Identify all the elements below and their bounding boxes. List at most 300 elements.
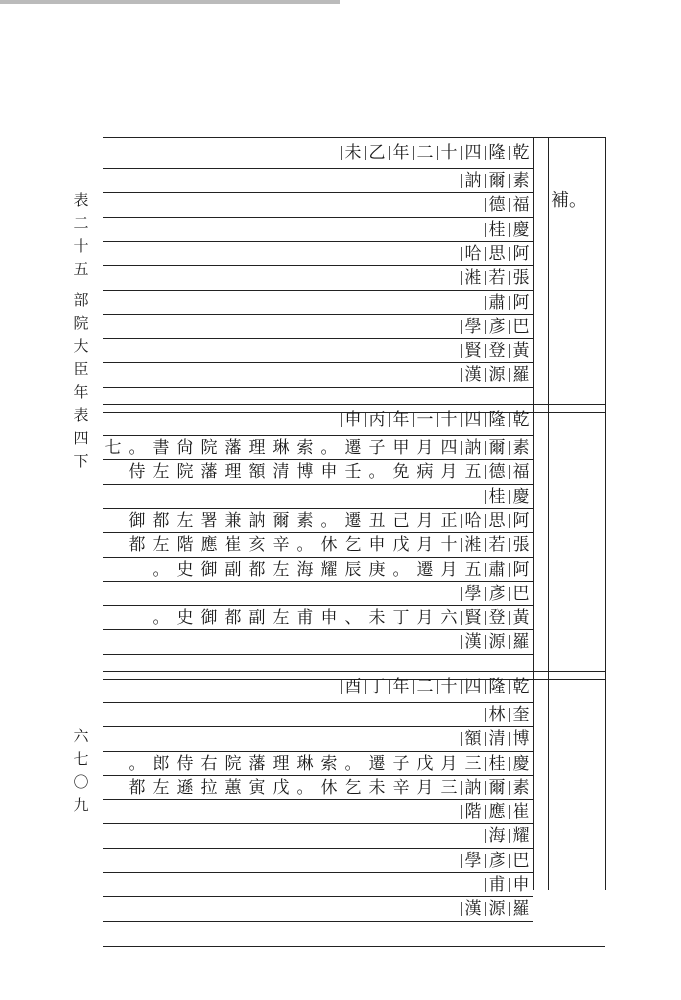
- char: 巴: [512, 851, 530, 871]
- char-separator: [341, 413, 342, 427]
- char: 辛: [392, 778, 410, 798]
- char: 拉: [200, 778, 218, 798]
- char-separator: [485, 465, 486, 479]
- char-separator: [437, 146, 438, 160]
- section-bottom-rule: [103, 946, 605, 947]
- char: 十: [440, 677, 458, 697]
- char-separator: [509, 902, 510, 916]
- char-separator: [461, 174, 462, 188]
- row-rule: [103, 338, 533, 339]
- char: 月: [416, 778, 434, 798]
- char: 漢: [464, 899, 482, 919]
- char: 院: [176, 462, 194, 482]
- char-separator: [461, 680, 462, 694]
- char: 海: [488, 826, 506, 846]
- row-rule: [103, 726, 533, 727]
- char: 辰: [344, 560, 362, 580]
- char: 彥: [488, 584, 506, 604]
- char-separator: [341, 146, 342, 160]
- char-separator: [485, 271, 486, 285]
- document-page: 表 二 十 五 部 院 大 臣 年 表 四 下 六 七 〇 九 乾 隆 四 十 二 年 乙 未 素 爾 訥 福 德 慶 桂 阿 思 哈 張 若 溎 阿 肅 巴 彥 學 黃 登 賢 羅 源 漢 乾 隆 四 十 一 年 丙 申 素 爾 訥 四 月 甲 子 遷 。 索 琳 理 藩 院 尙 書 。 七 福 德 五 月 病 免 。 壬 申 博 清 額 理 藩 院 左 侍 慶 桂 阿 思 哈 正 月 己 丑 遷 。 素 爾 訥 兼 署 左 都 御 張 若 溎 十 月 戊 申 乞 休 。 辛 亥 崔 應 階 左 都 阿 肅 五 月 遷 。 庚 辰 耀 海 左 都 副 御 史 。 巴 彥 學 黃 登 賢 六 月 丁 未 、 申 甫 左 副 都 御 史 。 羅 源 漢 乾 隆 四 十 二 年 丁 酉 奎 林 博 清 額 慶 桂 三 月 戊 子 遷 。 索 琳 理 藩 院 右 侍 郎 。 素 爾 訥 三 月 辛 未 乞 休 。 戊 寅 蕙 拉 遜 左 都 崔 應 階 耀 海 巴 彥 學 申 甫 羅 源 漢 補。: [0, 0, 681, 1000]
- char: 左: [272, 560, 290, 580]
- char: 羅: [512, 899, 530, 919]
- char-separator: [461, 587, 462, 601]
- char: 階: [176, 535, 194, 555]
- char: 海: [296, 560, 314, 580]
- char-separator: [485, 805, 486, 819]
- char: 年: [392, 677, 410, 697]
- char-separator: [509, 563, 510, 577]
- char: 十: [440, 535, 458, 555]
- char: 崔: [224, 535, 242, 555]
- row-rule: [103, 508, 533, 509]
- char-separator: [485, 854, 486, 868]
- char: 若: [488, 535, 506, 555]
- char: 休: [320, 535, 338, 555]
- char: 訥: [464, 438, 482, 458]
- char: 理: [248, 438, 266, 458]
- char-separator: [413, 680, 414, 694]
- table-row: [0, 706, 681, 724]
- char: 遷: [344, 438, 362, 458]
- char: 。: [392, 560, 410, 580]
- row-rule: [103, 532, 533, 533]
- char-separator: [461, 514, 462, 528]
- table-row: [0, 609, 681, 627]
- char-separator: [485, 757, 486, 771]
- char: 。: [368, 462, 386, 482]
- char-separator: [413, 413, 414, 427]
- char: 年: [392, 410, 410, 430]
- char: 乞: [344, 535, 362, 555]
- char: 藩: [224, 438, 242, 458]
- char: 月: [440, 462, 458, 482]
- char: 己: [392, 511, 410, 531]
- char: 漢: [464, 632, 482, 652]
- char: 月: [416, 438, 434, 458]
- row-rule: [103, 362, 533, 363]
- char: 博: [512, 729, 530, 749]
- table-row: [0, 779, 681, 797]
- char: 左: [272, 608, 290, 628]
- char-separator: [485, 247, 486, 261]
- char-separator: [485, 708, 486, 722]
- char-separator: [509, 490, 510, 504]
- char: 張: [512, 268, 530, 288]
- char: 索: [320, 754, 338, 774]
- char-separator: [509, 174, 510, 188]
- char: 。: [296, 535, 314, 555]
- char: 戊: [272, 778, 290, 798]
- char: 琳: [296, 754, 314, 774]
- char-separator: [485, 587, 486, 601]
- row-rule: [103, 435, 533, 436]
- table-row: [0, 318, 681, 336]
- char: 登: [488, 608, 506, 628]
- char: 月: [440, 754, 458, 774]
- char: 爾: [272, 511, 290, 531]
- char-separator: [389, 680, 390, 694]
- char-separator: [461, 805, 462, 819]
- char: 休: [320, 778, 338, 798]
- char: 額: [248, 462, 266, 482]
- char: 庚: [368, 560, 386, 580]
- char: 月: [416, 511, 434, 531]
- char-separator: [485, 490, 486, 504]
- char: 史: [176, 560, 194, 580]
- char: 乙: [368, 143, 386, 163]
- char: 院: [224, 754, 242, 774]
- char-separator: [365, 413, 366, 427]
- char-separator: [461, 146, 462, 160]
- char: 尙: [176, 438, 194, 458]
- char-separator: [413, 146, 414, 160]
- char: 額: [464, 729, 482, 749]
- char: 免: [392, 462, 410, 482]
- char-separator: [437, 680, 438, 694]
- char-separator: [509, 465, 510, 479]
- char-separator: [461, 368, 462, 382]
- char: 未: [368, 608, 386, 628]
- table-row: [0, 827, 681, 845]
- char: 阿: [512, 511, 530, 531]
- char: 。: [296, 778, 314, 798]
- char-separator: [509, 271, 510, 285]
- section-top-rule: [103, 137, 605, 138]
- char: 清: [488, 729, 506, 749]
- section-top-rule: [103, 671, 605, 672]
- char: 戊: [416, 754, 434, 774]
- char: 遜: [176, 778, 194, 798]
- char: 副: [224, 560, 242, 580]
- row-rule: [103, 799, 533, 800]
- char-separator: [485, 902, 486, 916]
- table-row: [0, 245, 681, 263]
- table-row: [0, 342, 681, 360]
- row-rule: [103, 484, 533, 485]
- char: 御: [200, 560, 218, 580]
- row-rule: [103, 629, 533, 630]
- char-separator: [509, 805, 510, 819]
- char-separator: [461, 247, 462, 261]
- char: 。: [344, 754, 362, 774]
- char: 四: [464, 677, 482, 697]
- char: 漢: [464, 365, 482, 385]
- char: 素: [296, 511, 314, 531]
- table-row: [0, 876, 681, 894]
- char: 應: [488, 802, 506, 822]
- char-separator: [485, 296, 486, 310]
- char-separator: [461, 854, 462, 868]
- char-separator: [509, 441, 510, 455]
- char: 書: [152, 438, 170, 458]
- table-row: [0, 269, 681, 287]
- table-row: [0, 536, 681, 554]
- char: 思: [488, 511, 506, 531]
- char: 林: [488, 705, 506, 725]
- row-rule: [103, 290, 533, 291]
- char: 桂: [488, 754, 506, 774]
- char: 爾: [488, 171, 506, 191]
- char: 阿: [512, 293, 530, 313]
- char-separator: [509, 680, 510, 694]
- char: 源: [488, 632, 506, 652]
- char: 遷: [416, 560, 434, 580]
- char-separator: [485, 514, 486, 528]
- year-header: [0, 144, 681, 162]
- scan-edge: [0, 0, 340, 4]
- char: 都: [248, 560, 266, 580]
- char: 崔: [512, 802, 530, 822]
- char-separator: [485, 563, 486, 577]
- char: 理: [224, 462, 242, 482]
- char: 爾: [488, 438, 506, 458]
- table-row: [0, 366, 681, 384]
- row-rule: [103, 702, 533, 703]
- char-separator: [485, 441, 486, 455]
- char: 二: [416, 677, 434, 697]
- char: 壬: [344, 462, 362, 482]
- table-row: [0, 488, 681, 506]
- char: 甫: [296, 608, 314, 628]
- char-separator: [485, 538, 486, 552]
- char-separator: [461, 271, 462, 285]
- row-rule: [103, 751, 533, 752]
- char: 侍: [176, 754, 194, 774]
- char: 史: [176, 608, 194, 628]
- char: 賢: [464, 341, 482, 361]
- char-separator: [461, 320, 462, 334]
- char: 十: [440, 143, 458, 163]
- char: 、: [344, 608, 362, 628]
- char: 遷: [368, 754, 386, 774]
- char-separator: [509, 611, 510, 625]
- char-separator: [485, 344, 486, 358]
- table-row: [0, 463, 681, 481]
- char-separator: [485, 680, 486, 694]
- char: 賢: [464, 608, 482, 628]
- char: 甫: [488, 875, 506, 895]
- char: 藩: [200, 462, 218, 482]
- char: 五: [464, 560, 482, 580]
- column-rule-edge: [605, 137, 606, 890]
- row-rule: [103, 241, 533, 242]
- char-separator: [461, 611, 462, 625]
- table-row: [0, 730, 681, 748]
- char: 。: [128, 754, 146, 774]
- char: 郎: [152, 754, 170, 774]
- char: 耀: [512, 826, 530, 846]
- char: 慶: [512, 754, 530, 774]
- char-separator: [389, 146, 390, 160]
- char-separator: [485, 781, 486, 795]
- row-rule: [103, 459, 533, 460]
- char: 。: [128, 438, 146, 458]
- char-separator: [461, 732, 462, 746]
- row-rule: [103, 314, 533, 315]
- char-separator: [485, 611, 486, 625]
- char: 學: [464, 584, 482, 604]
- char: 思: [488, 244, 506, 264]
- table-row: [0, 633, 681, 651]
- char: 四: [440, 438, 458, 458]
- char: 申: [512, 875, 530, 895]
- char: 素: [512, 778, 530, 798]
- char: 羅: [512, 632, 530, 652]
- char: 阿: [512, 560, 530, 580]
- char-separator: [509, 514, 510, 528]
- char: 源: [488, 899, 506, 919]
- char-separator: [461, 538, 462, 552]
- row-rule: [103, 823, 533, 824]
- char: 隆: [488, 410, 506, 430]
- char: 哈: [464, 511, 482, 531]
- char: 子: [368, 438, 386, 458]
- char: 黃: [512, 341, 530, 361]
- char-separator: [509, 247, 510, 261]
- char: 申: [368, 535, 386, 555]
- char: 都: [128, 535, 146, 555]
- char: 正: [440, 511, 458, 531]
- char: 訥: [464, 778, 482, 798]
- char: 福: [512, 195, 530, 215]
- char: 博: [296, 462, 314, 482]
- char-separator: [485, 174, 486, 188]
- char: 五: [464, 462, 482, 482]
- char: 四: [464, 143, 482, 163]
- char: 琳: [272, 438, 290, 458]
- char: 。: [320, 438, 338, 458]
- row-rule: [103, 775, 533, 776]
- row-rule: [103, 896, 533, 897]
- char-separator: [461, 441, 462, 455]
- row-rule: [103, 265, 533, 266]
- char: 申: [344, 410, 362, 430]
- char: 肅: [488, 293, 506, 313]
- char: 三: [464, 754, 482, 774]
- char: 丑: [368, 511, 386, 531]
- row-rule: [103, 557, 533, 558]
- char: 張: [512, 535, 530, 555]
- char: 慶: [512, 487, 530, 507]
- char-separator: [461, 413, 462, 427]
- char-separator: [509, 708, 510, 722]
- row-rule: [103, 921, 533, 922]
- char-separator: [461, 781, 462, 795]
- char: 乾: [512, 677, 530, 697]
- char: 月: [416, 535, 434, 555]
- char: 理: [272, 754, 290, 774]
- char: 耀: [320, 560, 338, 580]
- char: 侍: [128, 462, 146, 482]
- char: 申: [320, 608, 338, 628]
- char: 四: [464, 410, 482, 430]
- char: 年: [392, 143, 410, 163]
- row-rule: [103, 654, 533, 655]
- char: 哈: [464, 244, 482, 264]
- char-separator: [341, 680, 342, 694]
- char: 學: [464, 317, 482, 337]
- char: 遷: [344, 511, 362, 531]
- char: 丁: [368, 677, 386, 697]
- char-separator: [509, 146, 510, 160]
- char: 左: [152, 778, 170, 798]
- char: 二: [416, 143, 434, 163]
- char-separator: [485, 368, 486, 382]
- char: 登: [488, 341, 506, 361]
- char: 隆: [488, 677, 506, 697]
- char: 彥: [488, 851, 506, 871]
- char-separator: [509, 413, 510, 427]
- char-separator: [389, 413, 390, 427]
- row-rule: [103, 192, 533, 193]
- char: 。: [152, 560, 170, 580]
- char-separator: [509, 781, 510, 795]
- char: 羅: [512, 365, 530, 385]
- char: 子: [392, 754, 410, 774]
- char: 六: [440, 608, 458, 628]
- column-rule-side: [548, 137, 549, 890]
- char: 酉: [344, 677, 362, 697]
- char: 右: [200, 754, 218, 774]
- char: 源: [488, 365, 506, 385]
- char-separator: [509, 296, 510, 310]
- char: 巴: [512, 584, 530, 604]
- table-row: [0, 900, 681, 918]
- table-row: [0, 561, 681, 579]
- char: 黃: [512, 608, 530, 628]
- char-separator: [365, 680, 366, 694]
- char: 病: [416, 462, 434, 482]
- char: 若: [488, 268, 506, 288]
- char: 彥: [488, 317, 506, 337]
- char: 乾: [512, 143, 530, 163]
- row-rule: [103, 605, 533, 606]
- char: 肅: [488, 560, 506, 580]
- char: 索: [296, 438, 314, 458]
- char: 丁: [392, 608, 410, 628]
- char-separator: [365, 146, 366, 160]
- char-separator: [485, 146, 486, 160]
- char: 乾: [512, 410, 530, 430]
- char: 桂: [488, 487, 506, 507]
- char-separator: [509, 198, 510, 212]
- char-separator: [509, 344, 510, 358]
- char: 十: [440, 410, 458, 430]
- char-separator: [461, 635, 462, 649]
- row-rule: [103, 848, 533, 849]
- char: 左: [176, 511, 194, 531]
- table-row: [0, 221, 681, 239]
- row-rule: [103, 872, 533, 873]
- table-row: [0, 803, 681, 821]
- table-row: [0, 852, 681, 870]
- char: 素: [512, 171, 530, 191]
- char: 學: [464, 851, 482, 871]
- char-separator: [509, 757, 510, 771]
- char-separator: [485, 320, 486, 334]
- char: 未: [344, 143, 362, 163]
- row-rule: [103, 168, 533, 169]
- char: 桂: [488, 220, 506, 240]
- char: 藩: [248, 754, 266, 774]
- table-row: [0, 439, 681, 457]
- char: 左: [152, 535, 170, 555]
- section-top-rule: [103, 404, 605, 405]
- char: 月: [416, 608, 434, 628]
- char-separator: [485, 223, 486, 237]
- char: 月: [440, 560, 458, 580]
